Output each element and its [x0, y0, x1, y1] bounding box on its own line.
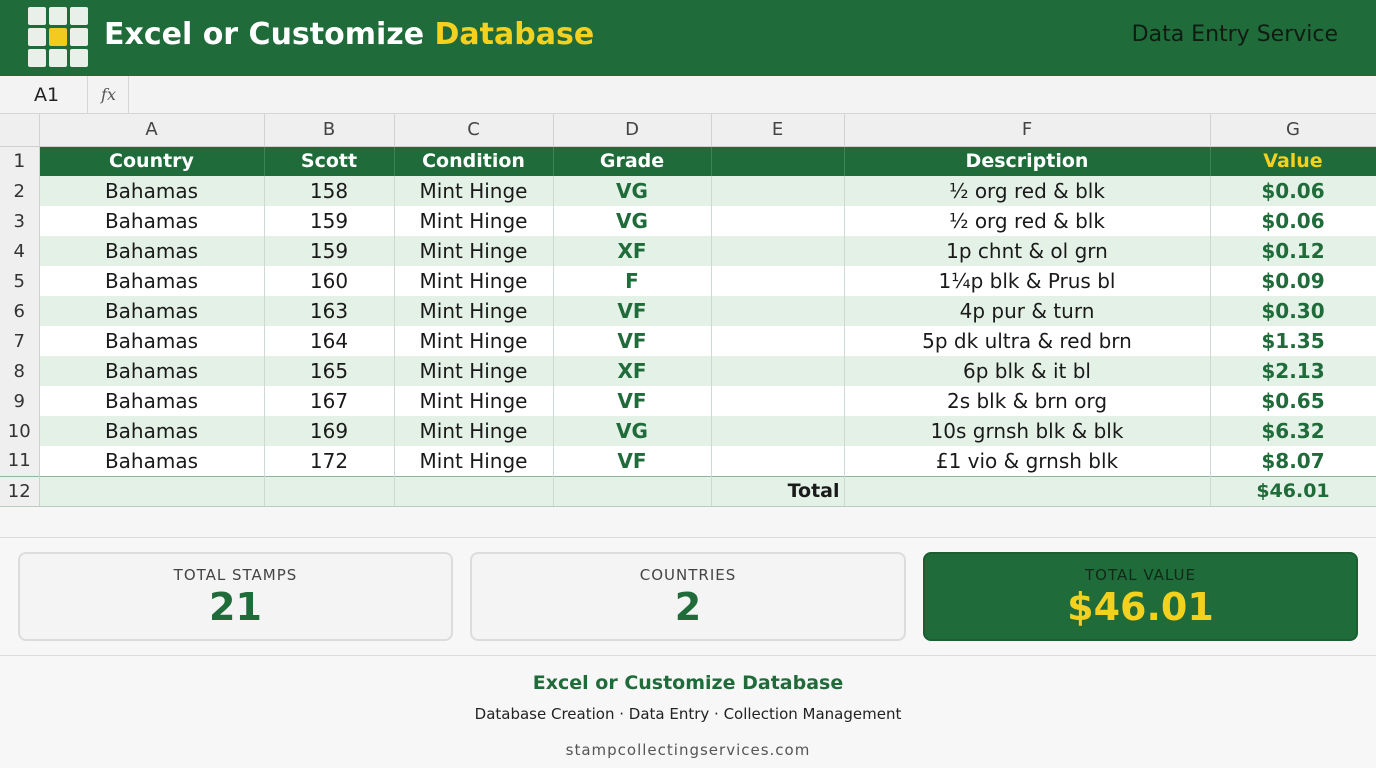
cell-description[interactable]: 1¼p blk & Prus bl [844, 266, 1210, 296]
cell-e[interactable] [711, 416, 844, 446]
cell-description[interactable]: 6p blk & it bl [844, 356, 1210, 386]
row-number[interactable]: 4 [0, 236, 39, 266]
table-row [0, 176, 1376, 206]
cell-country[interactable]: Bahamas [39, 176, 264, 206]
cell-condition[interactable]: Mint Hinge [394, 236, 553, 266]
total-stamps-value: 21 [209, 585, 262, 629]
cell-country[interactable]: Bahamas [39, 296, 264, 326]
countries-card [470, 552, 906, 641]
cell-e[interactable] [711, 386, 844, 416]
header-cell-scott[interactable]: Scott [264, 146, 394, 176]
cell-grade[interactable]: XF [553, 356, 711, 386]
cell-scott[interactable]: 159 [264, 236, 394, 266]
header-cell-value[interactable]: Value [1210, 146, 1376, 176]
row-number[interactable]: 8 [0, 356, 39, 386]
app-title [104, 17, 594, 52]
cell-condition[interactable]: Mint Hinge [394, 176, 553, 206]
table-row [0, 236, 1376, 266]
service-label: Data Entry Service [1131, 22, 1338, 47]
cell-description[interactable]: ½ org red & blk [844, 176, 1210, 206]
total-label[interactable]: Total [711, 476, 844, 506]
spreadsheet-grid-icon [28, 7, 88, 67]
cell-e[interactable] [711, 236, 844, 266]
cell-value[interactable]: $0.12 [1210, 236, 1376, 266]
cell-scott[interactable]: 164 [264, 326, 394, 356]
app-header [0, 0, 1376, 76]
column-header-g[interactable]: G [1210, 114, 1376, 146]
cell-value[interactable]: $0.09 [1210, 266, 1376, 296]
cell-value[interactable]: $0.30 [1210, 296, 1376, 326]
cell-scott[interactable]: 165 [264, 356, 394, 386]
column-header-d[interactable]: D [553, 114, 711, 146]
footer [0, 657, 1376, 768]
formula-bar [0, 76, 1376, 114]
header-cell-country[interactable]: Country [39, 146, 264, 176]
cell-value[interactable]: $6.32 [1210, 416, 1376, 446]
name-box[interactable]: A1 [0, 76, 88, 113]
row-number[interactable]: 9 [0, 386, 39, 416]
spreadsheet-grid [0, 114, 1376, 507]
cell-description[interactable]: £1 vio & grnsh blk [844, 446, 1210, 476]
countries-value: 2 [674, 585, 702, 629]
cell-value[interactable]: $2.13 [1210, 356, 1376, 386]
total-value-label: TOTAL VALUE [1085, 566, 1196, 584]
cell-scott[interactable]: 159 [264, 206, 394, 236]
cell-value[interactable]: $0.06 [1210, 176, 1376, 206]
column-header-row [0, 114, 1376, 146]
column-header-a[interactable]: A [39, 114, 264, 146]
cell-condition[interactable]: Mint Hinge [394, 206, 553, 236]
cell[interactable] [553, 476, 711, 506]
row-number[interactable]: 1 [0, 146, 39, 176]
app-title-accent: Database [434, 17, 595, 52]
cell-condition[interactable]: Mint Hinge [394, 446, 553, 476]
column-header-f[interactable]: F [844, 114, 1210, 146]
header-cell-grade[interactable]: Grade [553, 146, 711, 176]
cell-country[interactable]: Bahamas [39, 206, 264, 236]
row-number[interactable]: 11 [0, 446, 39, 476]
cell-country[interactable]: Bahamas [39, 236, 264, 266]
cell-value[interactable]: $0.06 [1210, 206, 1376, 236]
cell-grade[interactable]: VG [553, 416, 711, 446]
cell-description[interactable]: 4p pur & turn [844, 296, 1210, 326]
cell-e[interactable] [711, 356, 844, 386]
column-header-b[interactable]: B [264, 114, 394, 146]
table-row [0, 356, 1376, 386]
cell-value[interactable]: $0.65 [1210, 386, 1376, 416]
cell-country[interactable]: Bahamas [39, 326, 264, 356]
cell-grade[interactable]: XF [553, 236, 711, 266]
header-cell-condition[interactable]: Condition [394, 146, 553, 176]
row-number[interactable]: 12 [0, 476, 39, 506]
table-row [0, 266, 1376, 296]
total-value-amount: $46.01 [1067, 585, 1214, 629]
cell[interactable] [394, 476, 553, 506]
cell-grade[interactable]: F [553, 266, 711, 296]
table-row [0, 206, 1376, 236]
countries-label: COUNTRIES [639, 566, 737, 584]
row-number[interactable]: 2 [0, 176, 39, 206]
table-header-row [0, 146, 1376, 176]
table-row [0, 296, 1376, 326]
table-row [0, 326, 1376, 356]
cell-grade[interactable]: VF [553, 296, 711, 326]
cell-scott[interactable]: 167 [264, 386, 394, 416]
row-number[interactable]: 6 [0, 296, 39, 326]
cell-e[interactable] [711, 266, 844, 296]
cell-description[interactable]: 1p chnt & ol grn [844, 236, 1210, 266]
header-cell-description[interactable]: Description [844, 146, 1210, 176]
total-stamps-card [18, 552, 453, 641]
row-number[interactable]: 10 [0, 416, 39, 446]
header-cell-e[interactable] [711, 146, 844, 176]
cell[interactable] [844, 476, 1210, 506]
cell-condition[interactable]: Mint Hinge [394, 266, 553, 296]
cell-e[interactable] [711, 176, 844, 206]
cell-condition[interactable]: Mint Hinge [394, 416, 553, 446]
cell-scott[interactable]: 169 [264, 416, 394, 446]
cell-value[interactable]: $1.35 [1210, 326, 1376, 356]
cell-condition[interactable]: Mint Hinge [394, 296, 553, 326]
table-row [0, 386, 1376, 416]
cell[interactable] [264, 476, 394, 506]
cell-description[interactable]: 5p dk ultra & red brn [844, 326, 1210, 356]
cell-scott[interactable]: 172 [264, 446, 394, 476]
total-stamps-label: TOTAL STAMPS [173, 566, 298, 584]
cell[interactable] [39, 476, 264, 506]
app-title-main: Excel or Customize [104, 17, 435, 52]
cell-e[interactable] [711, 326, 844, 356]
footer-subtitle: Database Creation · Data Entry · Collection Management [474, 705, 902, 723]
cell-grade[interactable]: VF [553, 446, 711, 476]
row-number[interactable]: 3 [0, 206, 39, 236]
cell-country[interactable]: Bahamas [39, 266, 264, 296]
cell-condition[interactable]: Mint Hinge [394, 326, 553, 356]
footer-title: Excel or Customize Database [532, 672, 844, 694]
cell-grade[interactable]: VG [553, 206, 711, 236]
function-icon[interactable]: fx [89, 76, 129, 113]
cell-grade[interactable]: VG [553, 176, 711, 206]
cell-country[interactable]: Bahamas [39, 416, 264, 446]
row-number[interactable]: 5 [0, 266, 39, 296]
formula-input[interactable] [130, 76, 1376, 113]
total-row [0, 476, 1376, 506]
cell-value[interactable]: $8.07 [1210, 446, 1376, 476]
row-number[interactable]: 7 [0, 326, 39, 356]
cell-e[interactable] [711, 296, 844, 326]
cell-country[interactable]: Bahamas [39, 446, 264, 476]
cell-scott[interactable]: 158 [264, 176, 394, 206]
cell-country[interactable]: Bahamas [39, 386, 264, 416]
cell-description[interactable]: 2s blk & brn org [844, 386, 1210, 416]
column-header-e[interactable]: E [711, 114, 844, 146]
cell-description[interactable]: 10s grnsh blk & blk [844, 416, 1210, 446]
cell-condition[interactable]: Mint Hinge [394, 356, 553, 386]
cell-grade[interactable]: VF [553, 386, 711, 416]
cell-country[interactable]: Bahamas [39, 356, 264, 386]
table-row [0, 416, 1376, 446]
total-value-card [923, 552, 1358, 641]
footer-url[interactable]: stampcollectingservices.com [565, 741, 811, 759]
select-all-corner[interactable] [0, 114, 39, 146]
table-row [0, 446, 1376, 476]
column-header-c[interactable]: C [394, 114, 553, 146]
cell-e[interactable] [711, 446, 844, 476]
cell-grade[interactable]: VF [553, 326, 711, 356]
cell-description[interactable]: ½ org red & blk [844, 206, 1210, 236]
cell-condition[interactable]: Mint Hinge [394, 386, 553, 416]
cell-scott[interactable]: 163 [264, 296, 394, 326]
summary-area [0, 537, 1376, 656]
cell-scott[interactable]: 160 [264, 266, 394, 296]
total-value[interactable]: $46.01 [1210, 476, 1376, 506]
cell-e[interactable] [711, 206, 844, 236]
